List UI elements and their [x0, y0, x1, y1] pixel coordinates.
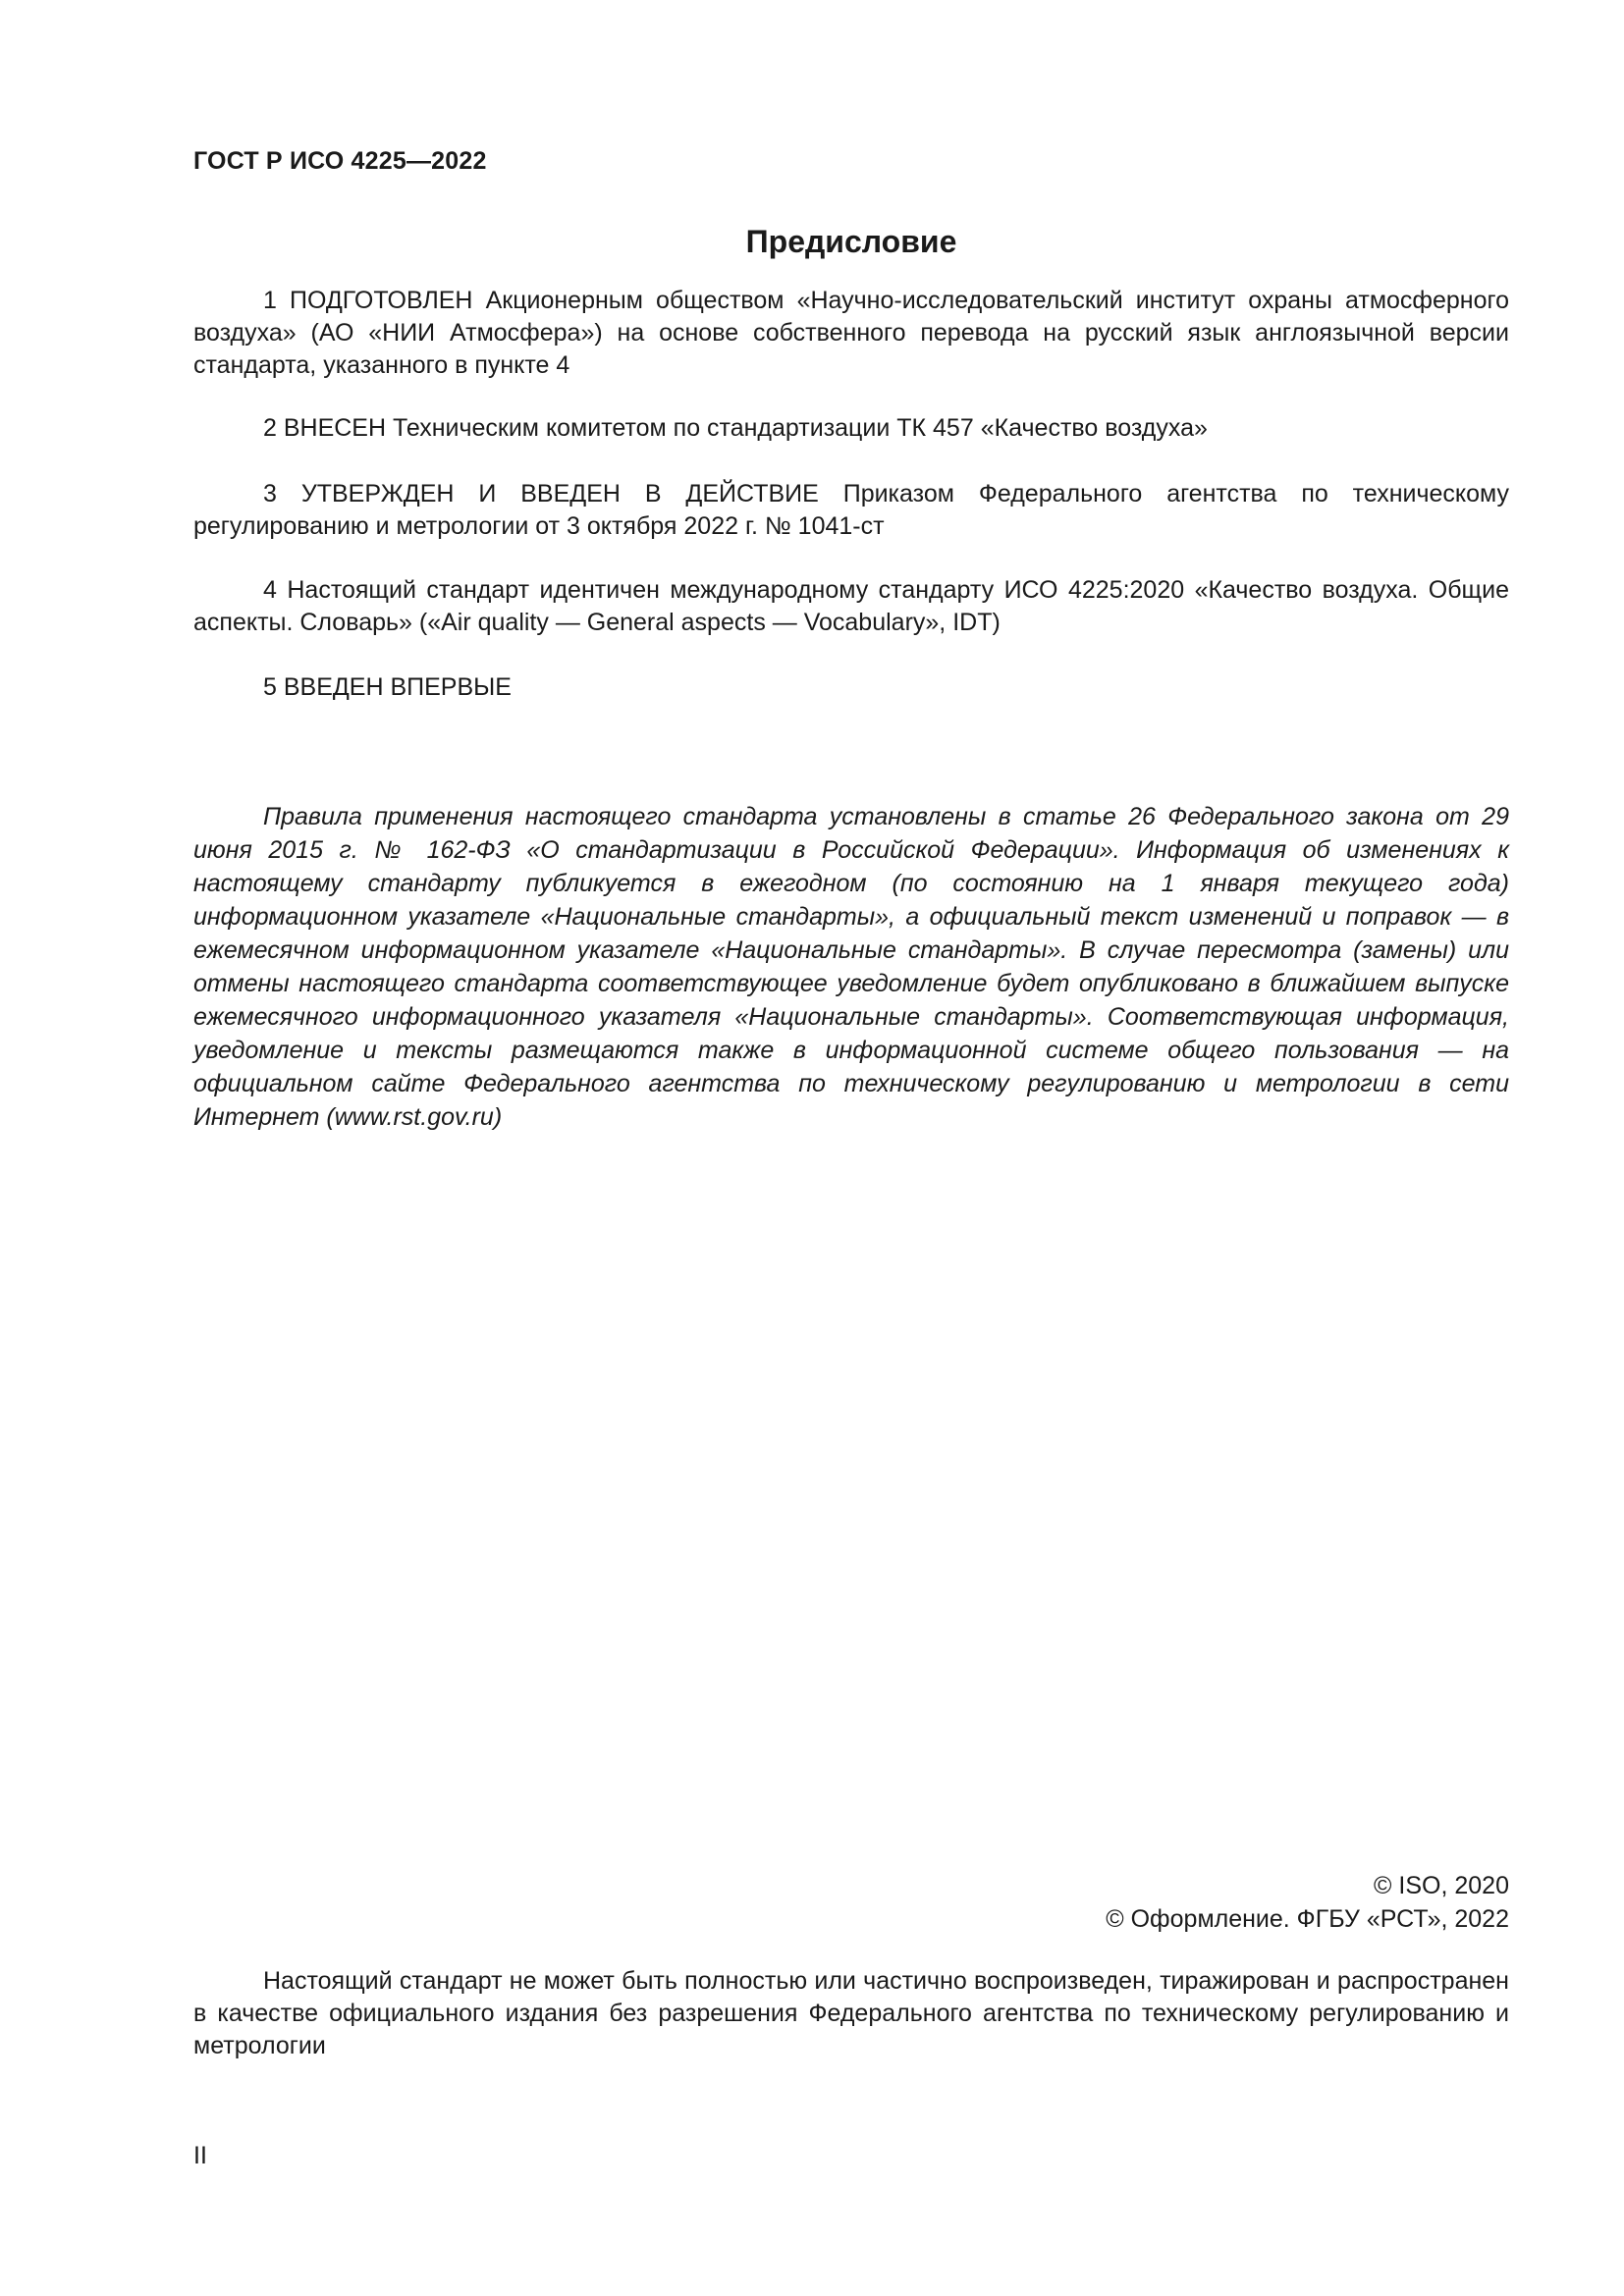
rules-note: Правила применения настоящего стандарта установлены в статье 26 Федерального закона от 29 июня 2015 г. № 162-ФЗ «О стандартизации в Российской Федерации». Информация об изменениях к настоящему стандарту публикуется в ежегодном (по состоянию на 1 января текущего года) информационном указателе «Национальные стандарты», а официальный текст изменений и поправок — в ежемесячном информационном указателе «Национальные стандарты». В случае пересмотра (замены) или отмены настоящего стандарта соответствующее уведомление будет опубликовано в ближайшем выпуске ежемесячного информационного указателя «Национальные стандарты». Соответствующая информация, уведомление и тексты размещаются также в информационной системе общего пользования — на официальном сайте Федерального агентства по техническому регулированию и метрологии в сети Интернет (www.rst.gov.ru)	[193, 803, 1509, 1131]
foreword-item-5: 5 ВВЕДЕН ВПЕРВЫЕ	[263, 673, 512, 701]
foreword-item-2: 2 ВНЕСЕН Техническим комитетом по стандартизации ТК 457 «Качество воздуха»	[263, 414, 1208, 442]
copyright-design: © Оформление. ФГБУ «РСТ», 2022	[1106, 1905, 1509, 1933]
foreword-item-1: 1 ПОДГОТОВЛЕН Акционерным обществом «Научно-исследовательский институт охраны атмосферного воздуха» (АО «НИИ Атмосфера») на основе собственного перевода на русский язык англоязычной версии стандарта, указанного в пункте 4	[193, 287, 1509, 379]
reproduction-notice: Настоящий стандарт не может быть полностью или частично воспроизведен, тиражирован и распространен в качестве официального издания без разрешения Федерального агентства по техническому регулированию и метрологии	[193, 1967, 1509, 2059]
standard-code: ГОСТ Р ИСО 4225—2022	[193, 147, 487, 175]
copyright-block	[193, 1869, 1509, 1936]
page-number: II	[193, 2142, 207, 2169]
page-title: Предисловие	[745, 224, 957, 259]
foreword-item-4: 4 Настоящий стандарт идентичен международному стандарту ИСО 4225:2020 «Качество воздуха. Общие аспекты. Словарь» («Air quality — General aspects — Vocabulary», IDT)	[193, 576, 1509, 636]
foreword-item-3: 3 УТВЕРЖДЕН И ВВЕДЕН В ДЕЙСТВИЕ Приказом Федерального агентства по техническому регулированию и метрологии от 3 октября 2022 г. № 1041-ст	[193, 480, 1509, 540]
copyright-iso: © ISO, 2020	[1374, 1872, 1509, 1899]
